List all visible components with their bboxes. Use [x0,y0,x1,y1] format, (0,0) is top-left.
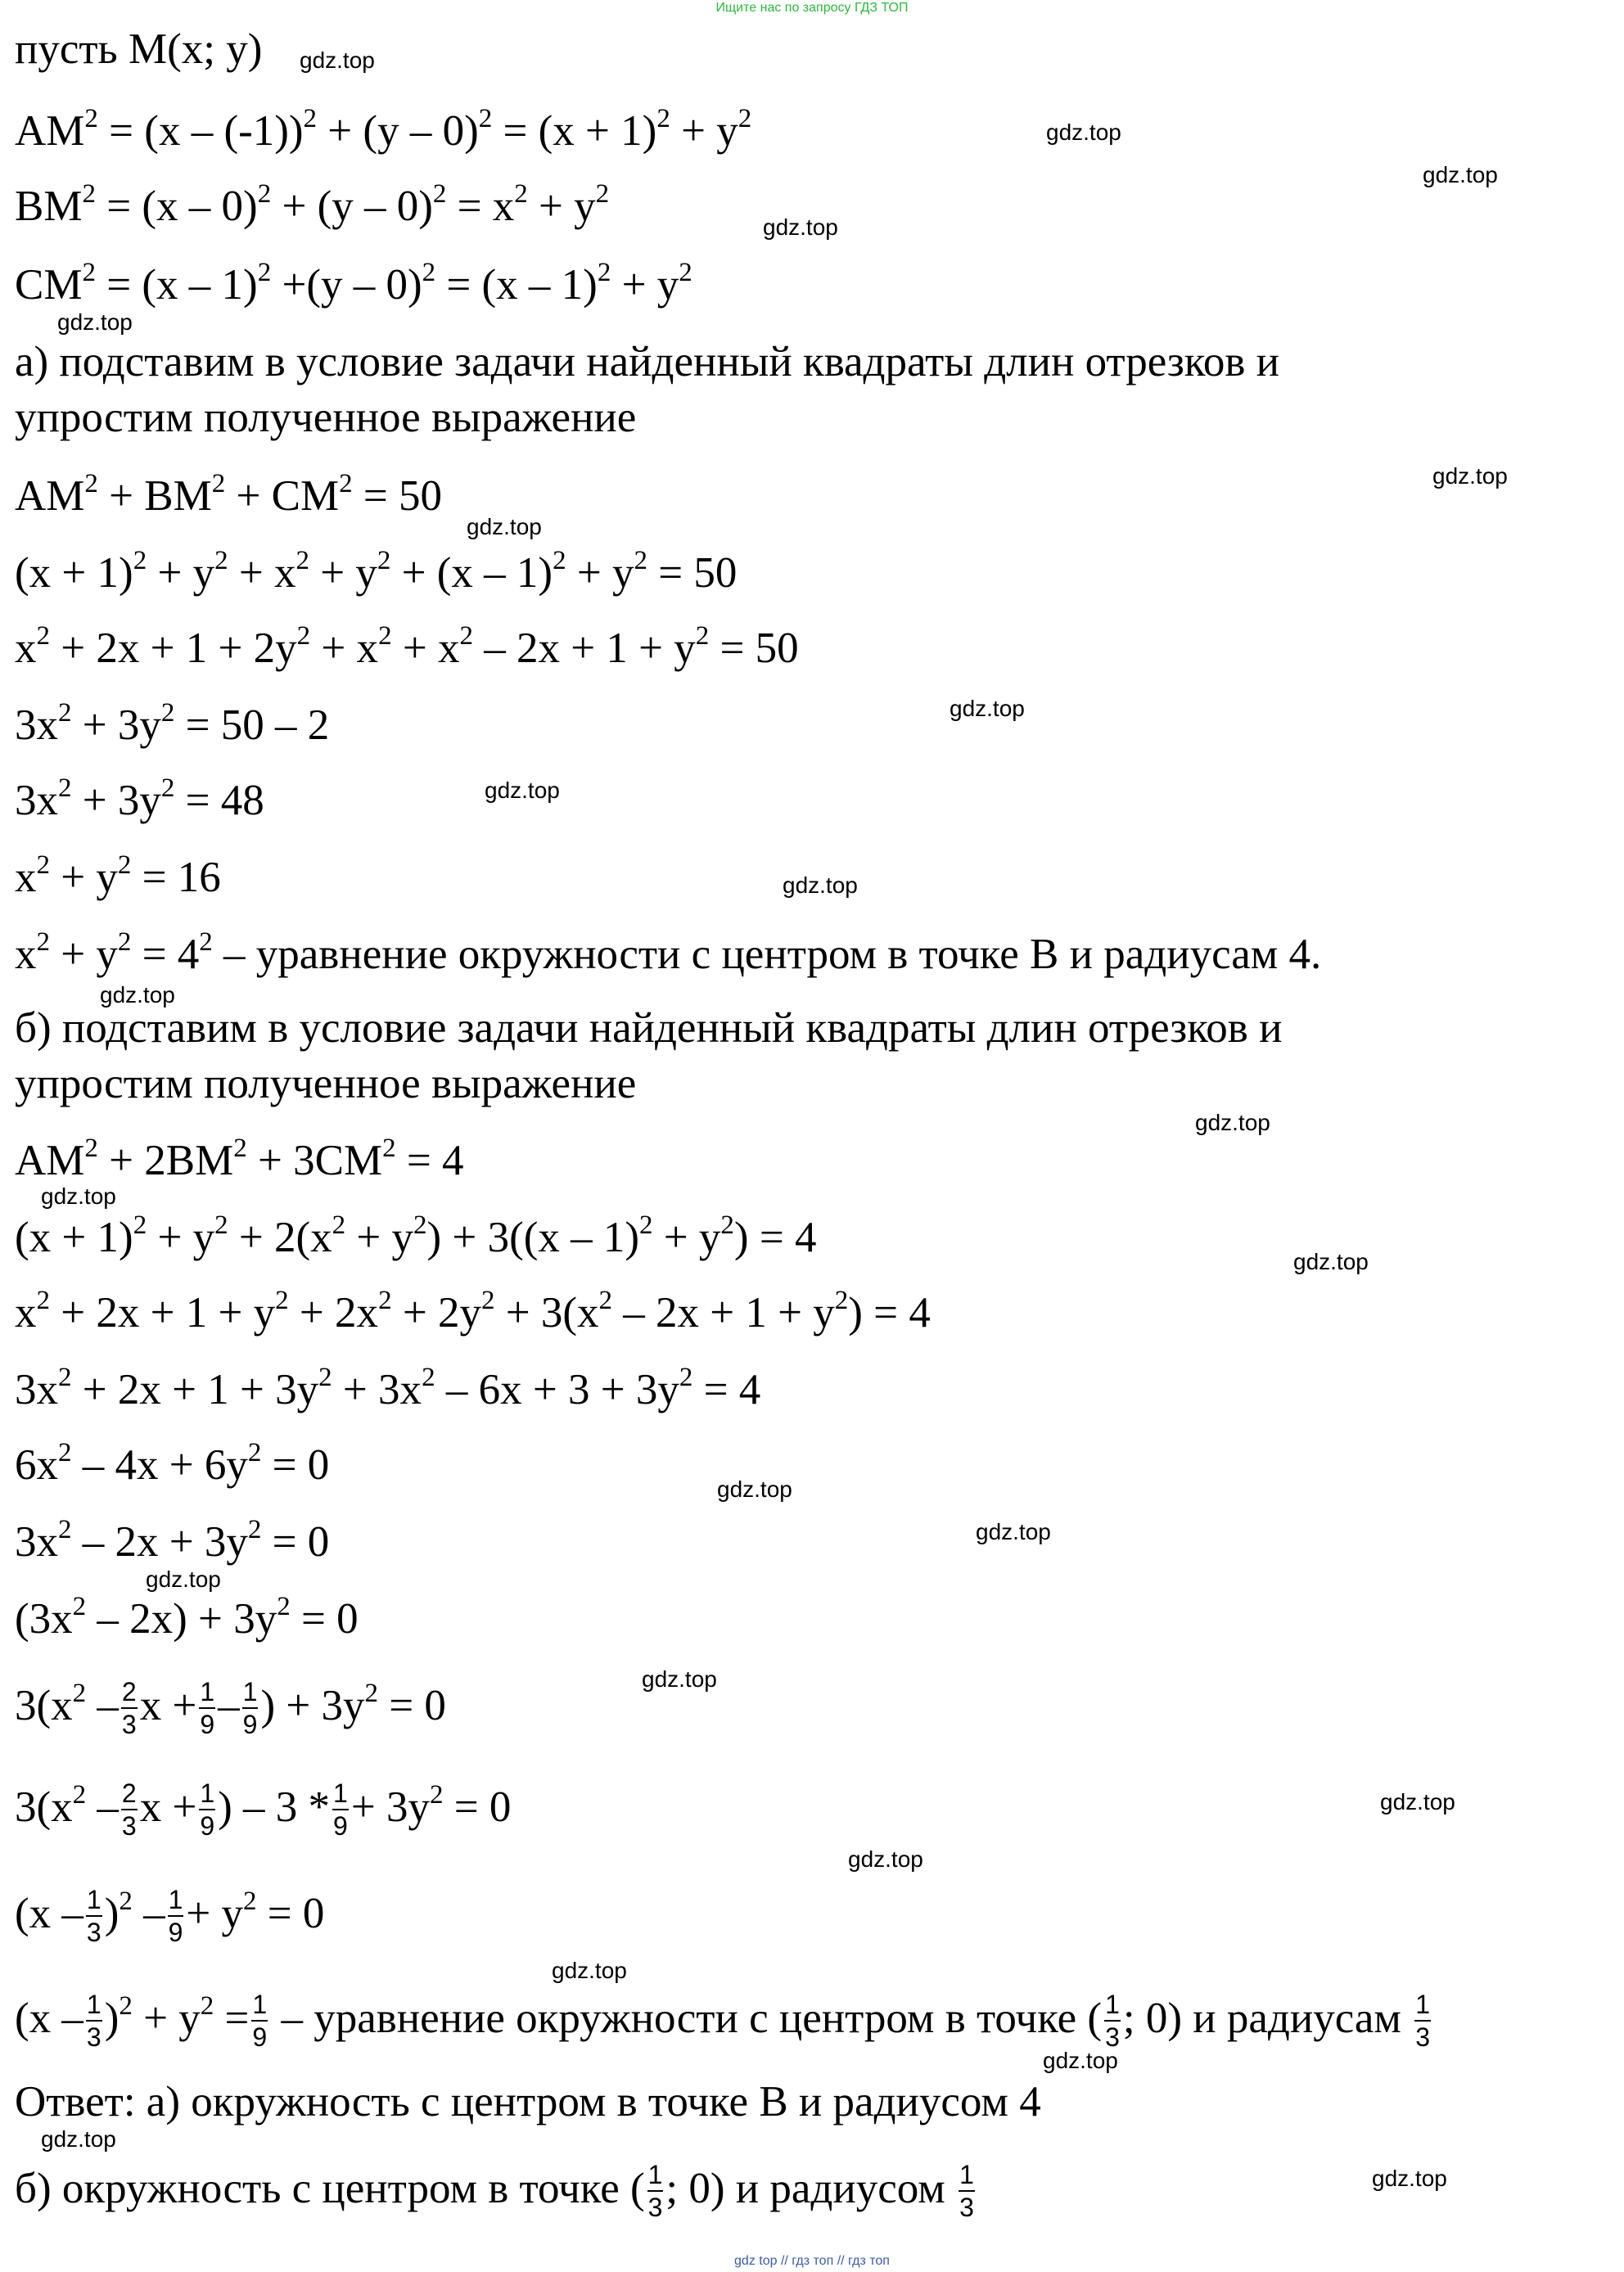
circle-third-text: – уравнение окружности с центром в точке ( [270,1995,1103,2042]
watermark: gdz.top [1432,463,1508,489]
footer-banner: gdz top // гдз топ // гдз топ [734,2254,890,2268]
line-a-step5: $x^2 + y^2 = 16$ [15,850,221,901]
watermark: gdz.top [783,872,858,898]
line-a-step3: $3x^2 + 3y^2 = 50 - 2$ [15,698,330,749]
line-b-step9: (x – $\frac{1}{3}$ )$^2$ – $\frac{1}{9}$ + $y^2 = 0$ [15,1884,325,1947]
line-part-b-1: б) подставим в условие задачи найденный квадраты длин отрезков и [15,1004,1283,1052]
fraction: $\frac{1}{9}$ [168,1884,183,1947]
line-am2: $AM^2 = (x - (-1))^2 + (y - 0)^2 = (x + 1)^2 + y^2$ [15,104,752,155]
watermark: gdz.top [642,1666,717,1692]
fraction: $\frac{1}{3}$ [1415,1989,1430,2052]
watermark: gdz.top [1043,2048,1118,2073]
fraction: $\frac{1}{9}$ [333,1778,348,1841]
fraction: $\frac{1}{3}$ [647,2159,663,2222]
line-b-step8: $3(x^2$ – $\frac{2}{3}$ x + $\frac{1}{9}$ ) – 3 * $\frac{1}{9}$ + $3y^2 = 0$ [15,1778,512,1841]
line-b-step7: $3(x^2$ – $\frac{2}{3}$ x + $\frac{1}{9}$ – $\frac{1}{9}$ ) + $3y^2 = 0$ [15,1676,446,1739]
line-cm2: $CM^2 = (x - 1)^2 +(y - 0)^2 = (x - 1)^2 + y^2$ [15,258,692,309]
circle-b-text: – уравнение окружности с центром в точке B и радиусам 4. [212,931,1322,978]
watermark: gdz.top [41,2126,116,2152]
fraction: $\frac{1}{9}$ [252,1989,268,2052]
watermark: gdz.top [41,1183,116,1209]
watermark: gdz.top [1380,1789,1455,1814]
watermark: gdz.top [976,1519,1051,1544]
line-a-result: $x^2 + y^2 = 4^2$ – уравнение окружности с центром в точке B и радиусам 4. [15,927,1322,978]
watermark: gdz.top [57,309,133,335]
line-b-result: (x – $\frac{1}{3}$ )$^2 + y^2$ = $\frac{1}{9}$ – уравнение окружности с центром в точке ( $\frac{1}{3}$ ; 0) и радиусам $\frac{1}{3}$ [15,1989,1430,2052]
line-answer-b [15,2156,977,2225]
watermark: gdz.top [1293,1249,1369,1274]
watermark: gdz.top [146,1567,221,1592]
watermark: gdz.top [1195,1110,1270,1135]
watermark: gdz.top [1046,119,1121,145]
fraction: $\frac{2}{3}$ [121,1676,137,1739]
header-banner: Ищите нас по запросу ГДЗ ТОП [715,1,909,15]
fraction: $\frac{1}{9}$ [200,1778,215,1841]
line-b-step1: $(x + 1)^2 + y^2 + 2(x^2 + y^2) + 3((x - 1)^2 + y^2) = 4$ [15,1210,817,1261]
fraction: $\frac{1}{9}$ [200,1676,215,1739]
watermark: gdz.top [717,1476,792,1502]
line-let: пусть M(x; y) [15,25,263,73]
watermark: gdz.top [1372,2166,1447,2191]
watermark: gdz.top [763,214,838,240]
fraction: $\frac{1}{3}$ [86,1989,102,2052]
line-a-step4: $3x^2 + 3y^2 = 48$ [15,773,264,824]
line-part-b-2: упростим полученное выражение [15,1060,637,1107]
watermark: gdz.top [552,1958,627,1983]
fraction: $\frac{1}{9}$ [242,1676,258,1739]
line-sum-50: $AM^2 + BM^2 + CM^2 = 50$ [15,469,443,520]
line-sum-4: $AM^2 + 2BM^2 + 3CM^2 = 4$ [15,1134,464,1184]
line-part-a-2: упростим полученное выражение [15,394,637,441]
watermark: gdz.top [485,778,560,803]
line-part-a-1: а) подставим в условие задачи найденный квадраты длин отрезков и [15,338,1279,385]
line-a-step2: $x^2 + 2x + 1 + 2y^2 + x^2 + x^2 - 2x + 1 + y^2 = 50$ [15,621,799,672]
watermark: gdz.top [100,982,175,1008]
watermark: gdz.top [300,47,375,73]
fraction: $\frac{2}{3}$ [121,1778,137,1841]
watermark: gdz.top [848,1846,923,1872]
line-b-step3: $3x^2 + 2x + 1 + 3y^2 + 3x^2 - 6x + 3 + 3y^2 = 4$ [15,1363,761,1413]
fraction: $\frac{1}{3}$ [86,1884,102,1947]
watermark: gdz.top [950,696,1025,721]
answer-b-middle: ; 0) и радиусом [665,2165,957,2212]
line-b-step2: $x^2 + 2x + 1 + y^2 + 2x^2 + 2y^2 + 3(x^2 - 2x + 1 + y^2) = 4$ [15,1286,931,1337]
answer-b-prefix: б) окружность с центром в точке ( [15,2165,645,2212]
line-b-step4: $6x^2 - 4x + 6y^2 = 0$ [15,1438,330,1489]
line-b-step5: $3x^2 - 2x + 3y^2 = 0$ [15,1515,330,1566]
line-a-step1: $(x + 1)^2 + y^2 + x^2 + y^2 + (x - 1)^2 + y^2 = 50$ [15,546,738,597]
line-answer-a: Ответ: а) окружность с центром в точке B и радиусом 4 [15,2078,1041,2125]
watermark: gdz.top [467,514,542,539]
fraction: $\frac{1}{3}$ [1105,1989,1120,2052]
radius-text: ; 0) и радиусам [1122,1995,1413,2042]
line-bm2: $BM^2 = (x - 0)^2 + (y - 0)^2 = x^2 + y^2$ [15,179,610,230]
watermark: gdz.top [1423,162,1498,187]
line-b-step6: $(3x^2 - 2x) + 3y^2 = 0$ [15,1592,359,1643]
fraction: $\frac{1}{3}$ [959,2159,974,2222]
